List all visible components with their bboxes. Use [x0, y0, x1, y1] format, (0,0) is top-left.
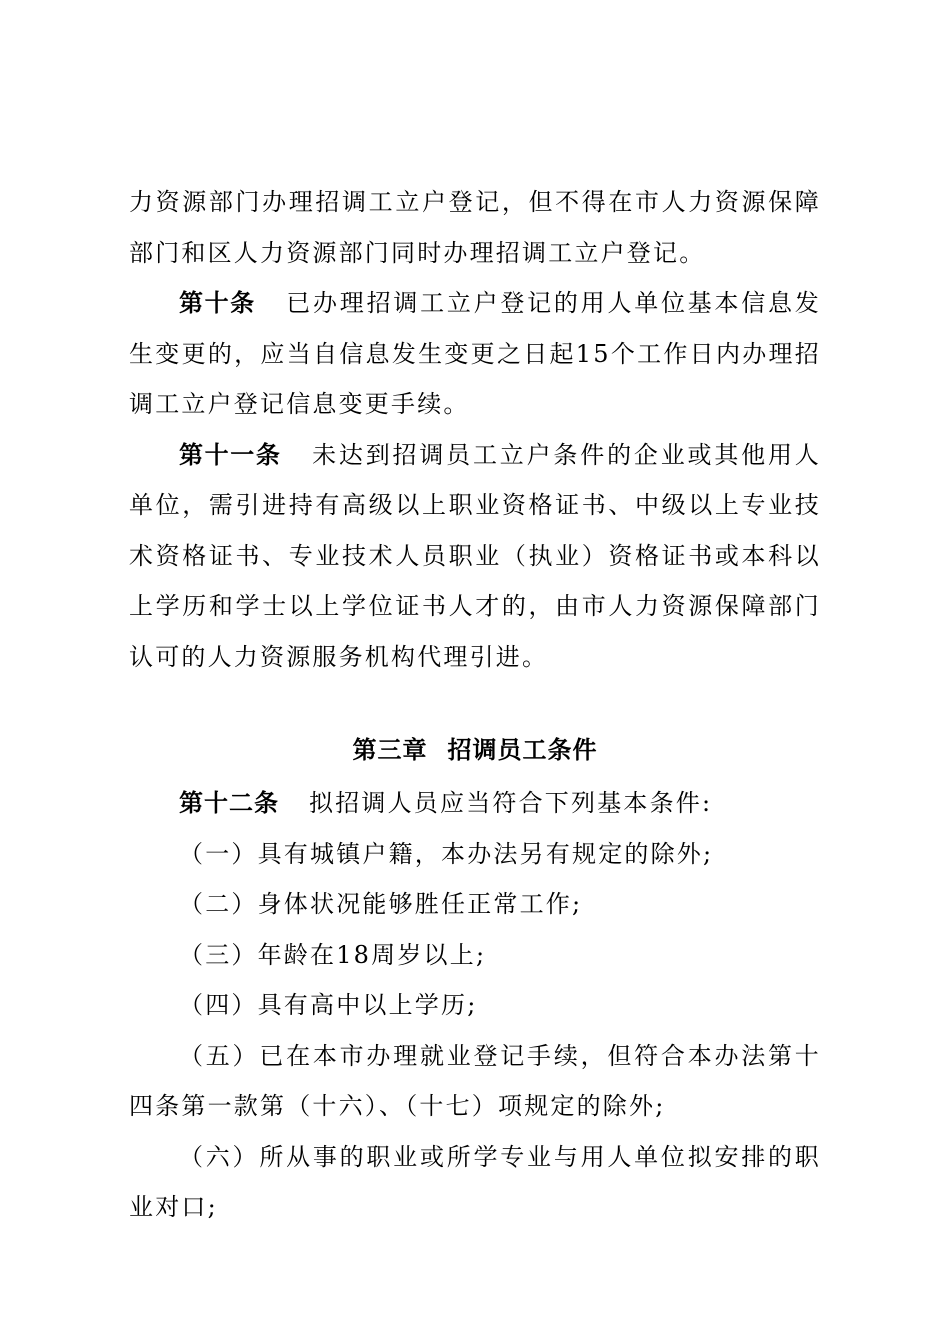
article-12-paragraph [129, 778, 821, 829]
document-body-lower [129, 778, 821, 1233]
article-11-paragraph [129, 430, 821, 683]
list-item: （四）具有高中以上学历; [179, 991, 478, 1019]
article-10-label: 第十条 [179, 289, 256, 317]
article-10-paragraph [129, 278, 821, 430]
article-10-text: 已办理招调工立户登记的用人单位基本信息发生变更的，应当自信息发生变更之日起15个工作日内办理招调工立户登记信息变更手续。 [129, 289, 822, 418]
chapter-number: 第三章 [352, 736, 428, 764]
chapter-heading [129, 730, 821, 770]
article-11-text: 未达到招调员工立户条件的企业或其他用人单位，需引进持有高级以上职业资格证书、中级以上专业技术资格证书、专业技术人员职业（执业）资格证书或本科以上学历和学士以上学位证书人才的，由市人力资源保障部门认可的人力资源服务机构代理引进。 [129, 440, 821, 671]
article-12-label: 第十二条 [179, 789, 279, 817]
continuation-paragraph: 力资源部门办理招调工立户登记，但不得在市人力资源保障部门和区人力资源部门同时办理招调工立户登记。 [129, 188, 821, 267]
list-item: （五）已在本市办理就业登记手续，但符合本办法第十四条第一款第（十六）、（十七）项规定的除外; [129, 1041, 821, 1120]
chapter-title: 招调员工条件 [447, 736, 598, 764]
document-body-upper [129, 177, 821, 682]
list-item: （六）所从事的职业或所学专业与用人单位拟安排的职业对口; [129, 1142, 821, 1221]
list-item: （二）身体状况能够胜任正常工作; [179, 890, 583, 918]
list-item: （一）具有城镇户籍，本办法另有规定的除外; [179, 839, 714, 868]
article-11-label: 第十一条 [179, 440, 282, 469]
article-12-text: 拟招调人员应当符合下列基本条件: [309, 789, 713, 817]
list-item: （三）年龄在18周岁以上; [179, 940, 487, 969]
